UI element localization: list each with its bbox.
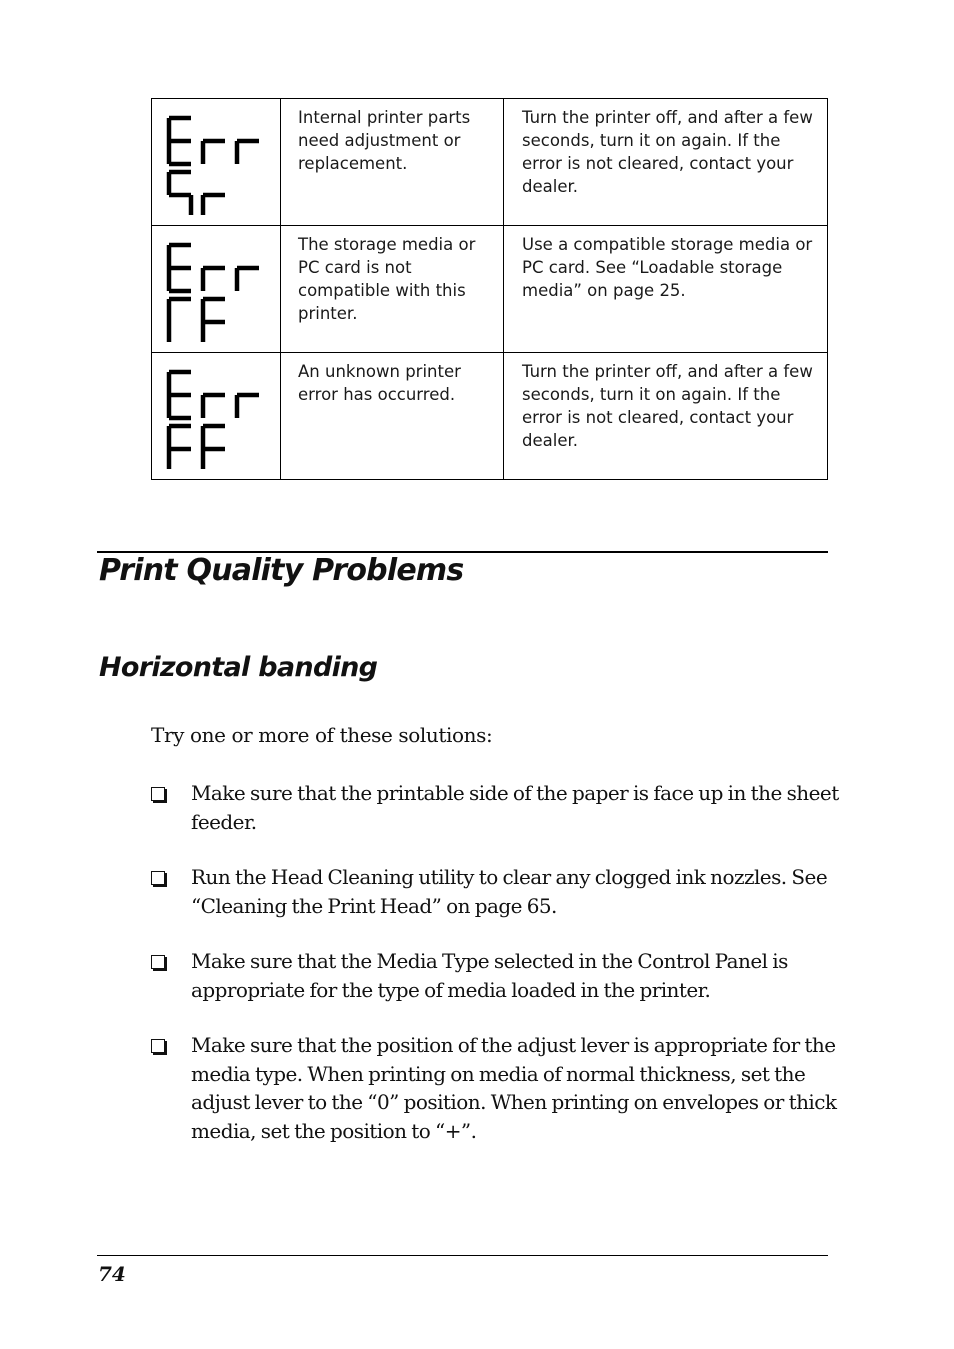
checkbox-bullet-icon (151, 871, 165, 885)
table-row (152, 99, 828, 226)
table-row (152, 226, 828, 353)
error-cause: An unknown printer error has occurred. (281, 353, 504, 480)
footer-divider (97, 1255, 828, 1256)
error-code-table (151, 98, 828, 480)
error-cause: The storage media or PC card is not compatible with this printer. (281, 226, 504, 353)
checkbox-bullet-icon (151, 787, 165, 801)
list-item-text: Make sure that the Media Type selected in the Control Panel is appropriate for the type of media loaded in the printer. (191, 949, 788, 1002)
error-cause: Internal printer parts need adjustment or replacement. (281, 99, 504, 226)
page-number: 74 (98, 1262, 126, 1286)
subsection-title: Horizontal banding (99, 652, 378, 683)
list-item-text: Make sure that the position of the adjust lever is appropriate for the media type. When printing on media of normal thickness, set the adjust lever to the “0” position. When printing on envelopes or thick media, set the position to “+”. (191, 1033, 837, 1143)
intro-text: Try one or more of these solutions: (151, 723, 493, 747)
list-item (151, 779, 841, 836)
error-code-display-err-ce (152, 226, 281, 353)
seven-segment-display (166, 115, 276, 215)
list-item (151, 863, 841, 920)
error-code-display-err-sr (152, 99, 281, 226)
checkbox-bullet-icon (151, 1039, 165, 1053)
error-solution: Turn the printer off, and after a few seconds, turn it on again. If the error is not cleared, contact your dealer. (504, 353, 828, 480)
error-code-display-err-fe (152, 353, 281, 480)
seven-segment-display (166, 242, 276, 342)
solution-list (151, 779, 841, 1172)
checkbox-bullet-icon (151, 955, 165, 969)
error-solution: Turn the printer off, and after a few seconds, turn it on again. If the error is not cleared, contact your dealer. (504, 99, 828, 226)
list-item-text: Run the Head Cleaning utility to clear any clogged ink nozzles. See “Cleaning the Print Head” on page 65. (191, 865, 828, 918)
table-row (152, 353, 828, 480)
error-solution: Use a compatible storage media or PC card. See “Loadable storage media” on page 25. (504, 226, 828, 353)
list-item-text: Make sure that the printable side of the paper is face up in the sheet feeder. (191, 781, 839, 834)
seven-segment-display (166, 369, 276, 469)
section-title: Print Quality Problems (99, 553, 464, 588)
list-item (151, 1031, 841, 1145)
list-item (151, 947, 841, 1004)
